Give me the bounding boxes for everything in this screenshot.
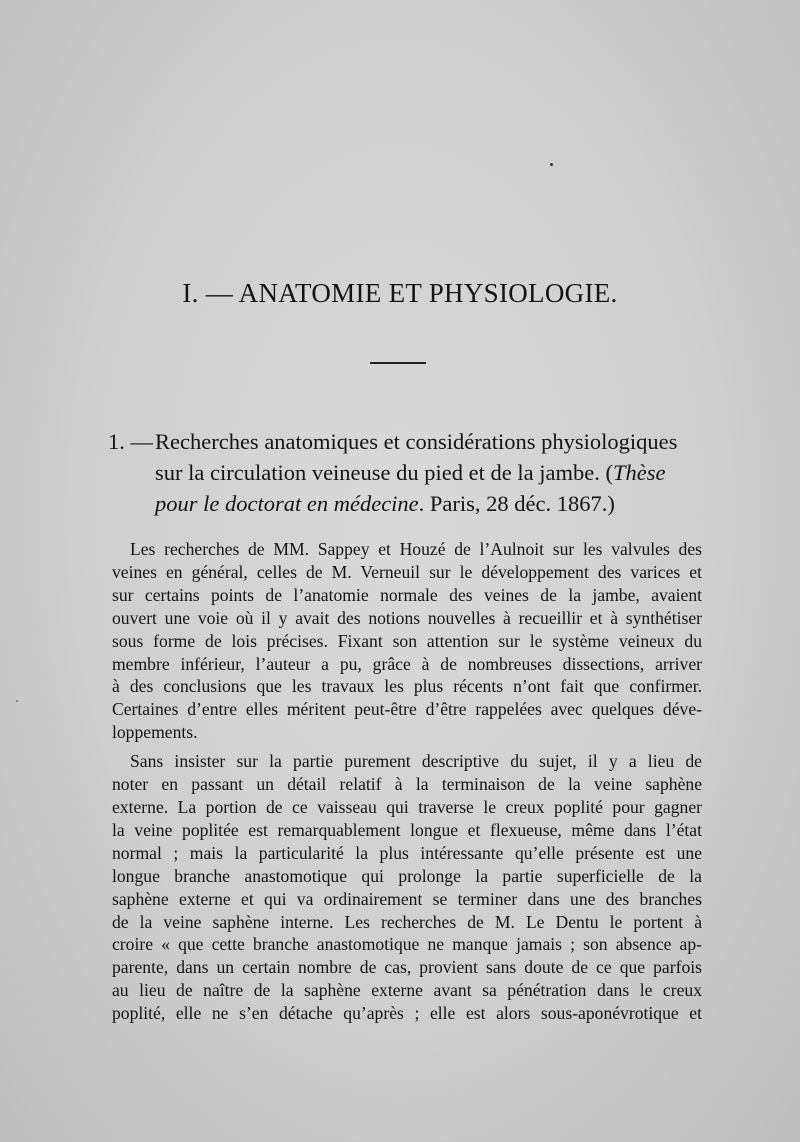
- text-line: croire « que cette branche anastomotique ne manque jamais ; son absence ap-: [112, 934, 702, 955]
- text-line: sous forme de lois précises. Fixant son attention sur le système veineux du: [112, 630, 702, 651]
- text-line: membre inférieur, l’auteur a pu, grâce à de nombreuses dissections, arriver: [112, 653, 702, 674]
- text-line: Les recherches de MM. Sappey et Houzé de l’Aulnoit sur les valvules des: [130, 539, 702, 559]
- paragraph-1: [112, 538, 702, 744]
- text-line: normal ; mais la particularité la plus intéressante qu’elle présente est une: [112, 842, 702, 863]
- text-line: Sans insister sur la partie purement descriptive du sujet, il y a lieu de: [130, 751, 702, 772]
- bibliographic-entry: [108, 426, 708, 519]
- entry-line-1: [108, 426, 708, 457]
- entry-title-part-2: sur la circulation veineuse du pied et de la jambe. (: [155, 460, 613, 485]
- text-line: de la veine saphène interne. Les recherches de M. Le Dentu le portent à: [112, 911, 702, 932]
- text-line: veines en général, celles de M. Verneuil sur le développement des varices et: [112, 561, 702, 582]
- paper-speck: [16, 700, 18, 702]
- text-line: la veine poplitée est remarquablement longue et flexueuse, même dans l’état: [112, 819, 702, 840]
- body-text: [112, 538, 702, 1025]
- entry-line-2: [108, 457, 708, 488]
- text-line: noter en passant un détail relatif à la terminaison de la veine saphène: [112, 774, 702, 795]
- text-line: Certaines d’entre elles méritent peut-être d’être rappelées avec quelques déve-: [112, 699, 702, 720]
- text-line: sur certains points de l’anatomie normale des veines de la jambe, avaient: [112, 584, 702, 605]
- text-line: saphène externe et qui va ordinairement se terminer dans une des branches: [112, 888, 702, 909]
- entry-title-part-1: Recherches anatomiques et considérations physiologiques: [155, 429, 678, 454]
- text-line: longue branche anastomotique qui prolonge la partie superficielle de la: [112, 865, 702, 886]
- text-line: parente, dans un certain nombre de cas, provient sans doute de ce que parfois: [112, 957, 702, 978]
- paper-speck: [550, 163, 553, 166]
- entry-thesis-label: Thèse: [612, 460, 666, 485]
- entry-number: 1. —: [108, 429, 153, 454]
- text-line: au lieu de naître de la saphène externe avant sa pénétration dans le creux: [112, 980, 702, 1001]
- text-line: loppements.: [112, 722, 198, 743]
- section-heading: I. — ANATOMIE ET PHYSIOLOGIE.: [182, 278, 618, 308]
- text-line: à des conclusions que les travaux les plus récents n’ont fait que confirmer.: [112, 676, 702, 697]
- entry-degree-label: pour le doctorat en médecine: [155, 491, 419, 516]
- entry-place-date: . Paris, 28 déc. 1867.): [418, 491, 615, 516]
- text-line: ouvert une voie où il y avait des notions nouvelles à recueillir et à synthétiser: [112, 607, 702, 628]
- text-line: poplité, elle ne s’en détache qu’après ; elle est alors sous-aponévrotique et: [112, 1003, 702, 1024]
- paragraph-2: [112, 750, 702, 1025]
- entry-line-3: [108, 488, 708, 519]
- heading-divider: [370, 362, 426, 364]
- text-line: externe. La portion de ce vaisseau qui traverse le creux poplité pour gagner: [112, 796, 702, 817]
